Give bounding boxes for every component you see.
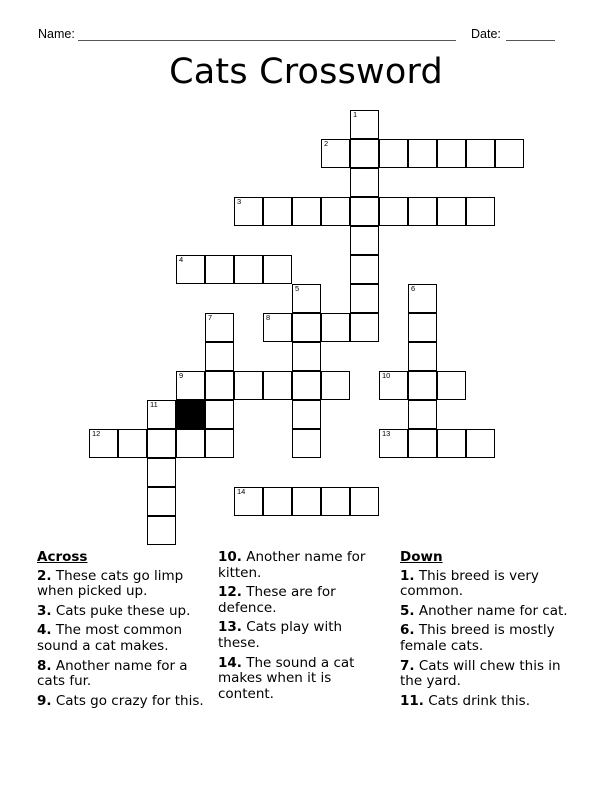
grid-cell[interactable] — [379, 139, 408, 168]
grid-cell[interactable] — [263, 255, 292, 284]
grid-cell[interactable] — [234, 255, 263, 284]
grid-cell[interactable] — [408, 429, 437, 458]
date-field[interactable] — [506, 40, 555, 41]
clue-number: 1 — [353, 110, 358, 119]
grid-cell[interactable] — [408, 284, 437, 313]
grid-cell[interactable] — [205, 313, 234, 342]
grid-cell[interactable] — [147, 458, 176, 487]
grid-cell[interactable] — [350, 284, 379, 313]
name-label: Name: — [38, 27, 75, 41]
clue-across-8: 8. Another name for a cats fur. — [37, 657, 188, 690]
grid-cell[interactable] — [263, 313, 292, 342]
grid-cell[interactable] — [292, 371, 321, 400]
grid-cell[interactable] — [234, 487, 263, 516]
grid-cell[interactable] — [379, 371, 408, 400]
clue-down-5: 5. Another name for cat. — [400, 602, 568, 619]
grid-cell[interactable] — [321, 197, 350, 226]
grid-cell[interactable] — [350, 168, 379, 197]
clue-number: 12 — [92, 429, 101, 438]
page-title: Cats Crossword — [169, 52, 443, 92]
grid-cell[interactable] — [379, 197, 408, 226]
across-clues-continued — [218, 550, 378, 706]
grid-cell[interactable] — [147, 487, 176, 516]
clue-down-11: 11. Cats drink this. — [400, 692, 530, 709]
grid-block-cell — [176, 400, 205, 429]
clue-across-4: 4. The most common sound a cat makes. — [37, 622, 183, 654]
clue-number: 5 — [295, 284, 300, 293]
grid-cell[interactable] — [350, 139, 379, 168]
grid-cell[interactable] — [350, 197, 379, 226]
grid-cell[interactable] — [147, 516, 176, 545]
grid-cell[interactable] — [350, 487, 379, 516]
grid-cell[interactable] — [234, 371, 263, 400]
grid-cell[interactable] — [408, 139, 437, 168]
clue-down-7: 7. Cats will chew this in the yard. — [400, 657, 561, 690]
grid-cell[interactable] — [292, 284, 321, 313]
clue-number: 14 — [237, 487, 246, 496]
date-label: Date: — [471, 27, 501, 41]
grid-cell[interactable] — [466, 429, 495, 458]
clue-number: 10 — [382, 371, 391, 380]
grid-cell[interactable] — [205, 371, 234, 400]
across-clues — [37, 550, 209, 713]
down-clues — [400, 550, 570, 713]
grid-cell[interactable] — [408, 371, 437, 400]
grid-cell[interactable] — [437, 197, 466, 226]
grid-cell[interactable] — [321, 139, 350, 168]
grid-cell[interactable] — [176, 429, 205, 458]
grid-cell[interactable] — [205, 342, 234, 371]
grid-cell[interactable] — [292, 197, 321, 226]
clue-across-3: 3. Cats puke these up. — [37, 602, 191, 619]
grid-cell[interactable] — [263, 487, 292, 516]
grid-cell[interactable] — [466, 197, 495, 226]
clue-number: 2 — [324, 139, 329, 148]
clue-number: 4 — [179, 255, 184, 264]
name-field[interactable] — [78, 40, 456, 41]
grid-cell[interactable] — [234, 197, 263, 226]
grid-cell[interactable] — [321, 371, 350, 400]
grid-cell[interactable] — [292, 429, 321, 458]
grid-cell[interactable] — [408, 342, 437, 371]
grid-cell[interactable] — [147, 400, 176, 429]
grid-cell[interactable] — [292, 487, 321, 516]
grid-cell[interactable] — [89, 429, 118, 458]
grid-cell[interactable] — [350, 226, 379, 255]
down-heading: Down — [400, 549, 443, 565]
grid-cell[interactable] — [408, 197, 437, 226]
clue-across-13: 13. Cats play with these. — [218, 619, 343, 651]
grid-cell[interactable] — [292, 400, 321, 429]
grid-cell[interactable] — [147, 429, 176, 458]
grid-cell[interactable] — [350, 255, 379, 284]
clue-across-12: 12. These are for defence. — [218, 584, 336, 616]
clue-across-10: 10. Another name for kitten. — [218, 549, 366, 581]
grid-cell[interactable] — [437, 139, 466, 168]
grid-cell[interactable] — [350, 313, 379, 342]
grid-cell[interactable] — [292, 342, 321, 371]
clue-across-9: 9. Cats go crazy for this. — [37, 692, 204, 709]
clue-across-14: 14. The sound a cat makes when it is content. — [218, 654, 355, 702]
clue-across-2: 2. These cats go limp when picked up. — [37, 567, 184, 600]
grid-cell[interactable] — [466, 139, 495, 168]
grid-cell[interactable] — [205, 429, 234, 458]
grid-cell[interactable] — [321, 313, 350, 342]
clue-down-6: 6. This breed is mostly female cats. — [400, 622, 555, 654]
grid-cell[interactable] — [350, 110, 379, 139]
grid-cell[interactable] — [408, 400, 437, 429]
grid-cell[interactable] — [263, 371, 292, 400]
clue-number: 8 — [266, 313, 271, 322]
across-heading: Across — [37, 549, 88, 565]
grid-cell[interactable] — [263, 197, 292, 226]
grid-cell[interactable] — [205, 255, 234, 284]
clue-down-1: 1. This breed is very common. — [400, 567, 539, 600]
clue-number: 9 — [179, 371, 184, 380]
clue-number: 11 — [150, 400, 158, 409]
grid-cell[interactable] — [321, 487, 350, 516]
clue-number: 13 — [382, 429, 391, 438]
clue-number: 3 — [237, 197, 242, 206]
grid-cell[interactable] — [205, 400, 234, 429]
clue-number: 7 — [208, 313, 213, 322]
grid-cell[interactable] — [379, 429, 408, 458]
grid-cell[interactable] — [176, 255, 205, 284]
grid-cell[interactable] — [437, 429, 466, 458]
grid-cell[interactable] — [495, 139, 524, 168]
clue-number: 6 — [411, 284, 416, 293]
grid-cell[interactable] — [292, 313, 321, 342]
grid-cell[interactable] — [118, 429, 147, 458]
grid-cell[interactable] — [408, 313, 437, 342]
grid-cell[interactable] — [437, 371, 466, 400]
grid-cell[interactable] — [176, 371, 205, 400]
